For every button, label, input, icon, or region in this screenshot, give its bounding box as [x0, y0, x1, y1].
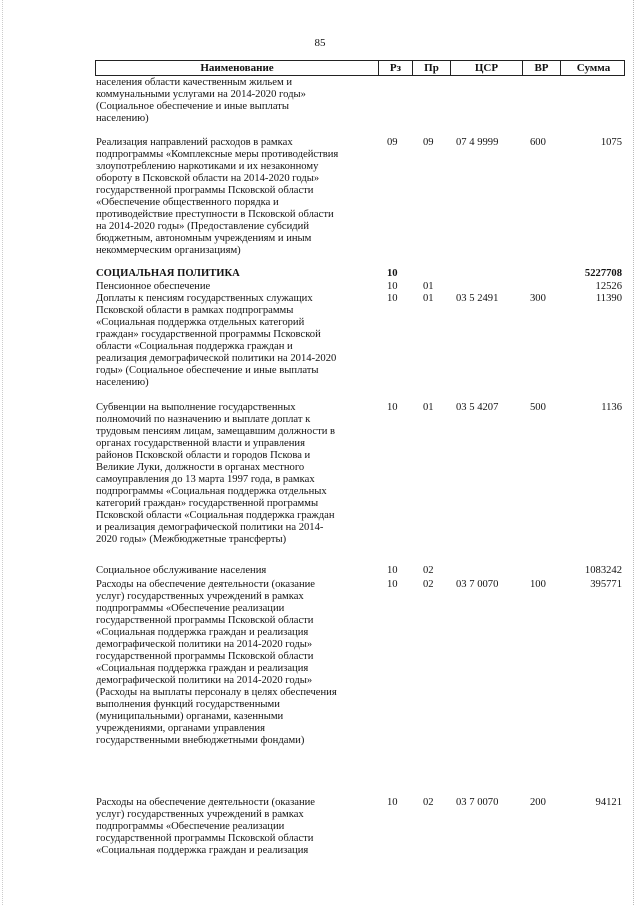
row-name-line: государственными внебюджетными фондами): [96, 735, 305, 746]
row-name-line: коммунальными услугами на 2014-2020 годы»: [96, 89, 306, 100]
row-name-line: районов Псковской области и городов Пскова и: [96, 450, 311, 461]
row-name-line: выполнения функций государственными: [96, 699, 280, 710]
row-name-line: граждан» государственной программы Псковской: [96, 329, 321, 340]
row-name-line: Реализация направлений расходов в рамках: [96, 137, 293, 148]
header-name: Наименование: [200, 62, 274, 74]
row-name-line: (Социальное обеспечение и иные выплаты: [96, 101, 290, 112]
row-name-line: «Обеспечение общественного порядка и: [96, 197, 279, 208]
row-rz: 10: [387, 281, 398, 292]
row-name-line: Субвенции на выполнение государственных: [96, 402, 296, 413]
row-pr: 01: [423, 402, 434, 413]
row-name-line: на 2014-2020 годы» (Предоставление субсидий: [96, 221, 309, 232]
row-csr: 07 4 9999: [456, 137, 499, 148]
row-rz: 09: [387, 137, 398, 148]
row-name-line: государственной программы Псковской области: [96, 185, 314, 196]
row-name: [96, 137, 381, 257]
row-name-line: реализация демографической политики на 2014-2020: [96, 353, 337, 364]
row-sum: 5227708: [584, 268, 622, 279]
row-rz: 10: [387, 268, 398, 279]
row-name-line: Доплаты к пенсиям государственных служащих: [96, 293, 313, 304]
header-rz: Рз: [378, 61, 412, 75]
row-name-line: области «Социальная поддержка граждан и: [96, 341, 293, 352]
row-name-line: злоупотреблению наркотиками и их незаконному: [96, 161, 319, 172]
row-pr: 01: [423, 293, 434, 304]
row-name-line: Социальное обслуживание населения: [96, 565, 267, 576]
header-sum: Сумма: [560, 61, 626, 75]
row-name-line: противодействие преступности в Псковской области: [96, 209, 334, 220]
row-name-line: «Социальная поддержка граждан и реализация: [96, 627, 309, 638]
row-name-line: государственной программы Псковской области: [96, 833, 314, 844]
row-name-line: годы» (Социальное обеспечение и иные выплаты: [96, 365, 319, 376]
row-pr: 09: [423, 137, 434, 148]
row-name-line: Псковской области в рамках подпрограммы: [96, 305, 294, 316]
row-name-line: подпрограммы «Комплексные меры противодействия: [96, 149, 339, 160]
row-rz: 10: [387, 579, 398, 590]
row-name-line: услуг) государственных учреждений в рамках: [96, 809, 304, 820]
row-rz: 10: [387, 797, 398, 808]
row-sum: 1075: [600, 137, 622, 148]
row-name-line: услуг) государственных учреждений в рамках: [96, 591, 304, 602]
row-vr: 100: [530, 579, 546, 590]
row-pr: 02: [423, 565, 434, 576]
row-name-line: 2020 годы» (Межбюджетные трансферты): [96, 534, 287, 545]
row-name-line: «Социальная поддержка граждан и реализация: [96, 663, 309, 674]
row-vr: 500: [530, 402, 546, 413]
row-pr: 02: [423, 579, 434, 590]
scan-left-edge: [2, 0, 4, 905]
row-sum: 94121: [595, 797, 622, 808]
row-name-line: Расходы на обеспечение деятельности (оказание: [96, 579, 315, 590]
row-name-line: населению): [96, 113, 149, 124]
page-number: 85: [314, 37, 326, 49]
row-name-line: населения области качественным жильем и: [96, 77, 292, 88]
row-name-line: подпрограммы «Обеспечение реализации: [96, 821, 285, 832]
row-name-line: подпрограммы «Обеспечение реализации: [96, 603, 285, 614]
row-sum: 1083242: [584, 565, 622, 576]
row-pr: 02: [423, 797, 434, 808]
row-name-line: и реализация демографической политики на 2014-: [96, 522, 324, 533]
row-name-line: государственной программы Псковской области: [96, 651, 314, 662]
row-name-line: учреждениями, органами управления: [96, 723, 265, 734]
row-name-line: Пенсионное обеспечение: [96, 281, 211, 292]
row-name-line: (Расходы на выплаты персоналу в целях обеспечения: [96, 687, 337, 698]
row-name: [96, 293, 381, 389]
row-csr: 03 5 4207: [456, 402, 499, 413]
row-name-line: полномочий по назначению и выплате доплат к: [96, 414, 311, 425]
scan-right-edge: [632, 0, 634, 905]
row-name: [96, 402, 381, 546]
row-name-line: трудовым пенсиям лицам, замещавшим должности в: [96, 426, 336, 437]
row-name-line: «Социальная поддержка граждан и реализация: [96, 845, 309, 856]
row-rz: 10: [387, 402, 398, 413]
row-name-line: органах государственной власти и управления: [96, 438, 305, 449]
row-name-line: самоуправления до 13 марта 1997 года, в рамках: [96, 474, 315, 485]
row-vr: 600: [530, 137, 546, 148]
row-name-line: некоммерческим организациям): [96, 245, 241, 256]
row-rz: 10: [387, 565, 398, 576]
row-vr: 300: [530, 293, 546, 304]
row-name-line: Великие Луки, должности в органах местного: [96, 462, 305, 473]
row-csr: 03 7 0070: [456, 797, 499, 808]
row-name-line: (муниципальными) органами, казенными: [96, 711, 284, 722]
row-name: [96, 281, 381, 293]
row-sum: 11390: [595, 293, 622, 304]
row-sum: 1136: [601, 402, 622, 413]
row-name: [96, 579, 381, 747]
row-name-line: «Социальная поддержка отдельных категорий: [96, 317, 305, 328]
row-name: [96, 797, 381, 857]
row-name-line: бюджетным, автономным учреждениям и иным: [96, 233, 312, 244]
row-name: [96, 565, 381, 577]
row-name-line: государственной программы Псковской области: [96, 615, 314, 626]
row-name-line: категорий граждан» государственной программы: [96, 498, 319, 509]
row-csr: 03 5 2491: [456, 293, 499, 304]
row-name-line: СОЦИАЛЬНАЯ ПОЛИТИКА: [96, 268, 240, 279]
row-name: [96, 268, 381, 280]
row-name-line: подпрограммы «Социальная поддержка отдельных: [96, 486, 327, 497]
row-vr: 200: [530, 797, 546, 808]
row-sum: 395771: [590, 579, 622, 590]
row-name-line: Расходы на обеспечение деятельности (оказание: [96, 797, 315, 808]
row-name-line: Псковской области «Социальная поддержка граждан: [96, 510, 335, 521]
row-name-line: населению): [96, 377, 149, 388]
row-name: [96, 77, 381, 125]
row-name-line: демографической политики на 2014-2020 годы»: [96, 675, 313, 686]
row-name-line: обороту в Псковской области на 2014-2020 годы»: [96, 173, 320, 184]
row-sum: 12526: [595, 281, 622, 292]
row-rz: 10: [387, 293, 398, 304]
row-name-line: демографической политики на 2014-2020 годы»: [96, 639, 313, 650]
header-vr: ВР: [522, 61, 560, 75]
row-pr: 01: [423, 281, 434, 292]
header-csr: ЦСР: [450, 61, 522, 75]
row-csr: 03 7 0070: [456, 579, 499, 590]
table-header: [95, 60, 625, 76]
header-pr: Пр: [412, 61, 450, 75]
